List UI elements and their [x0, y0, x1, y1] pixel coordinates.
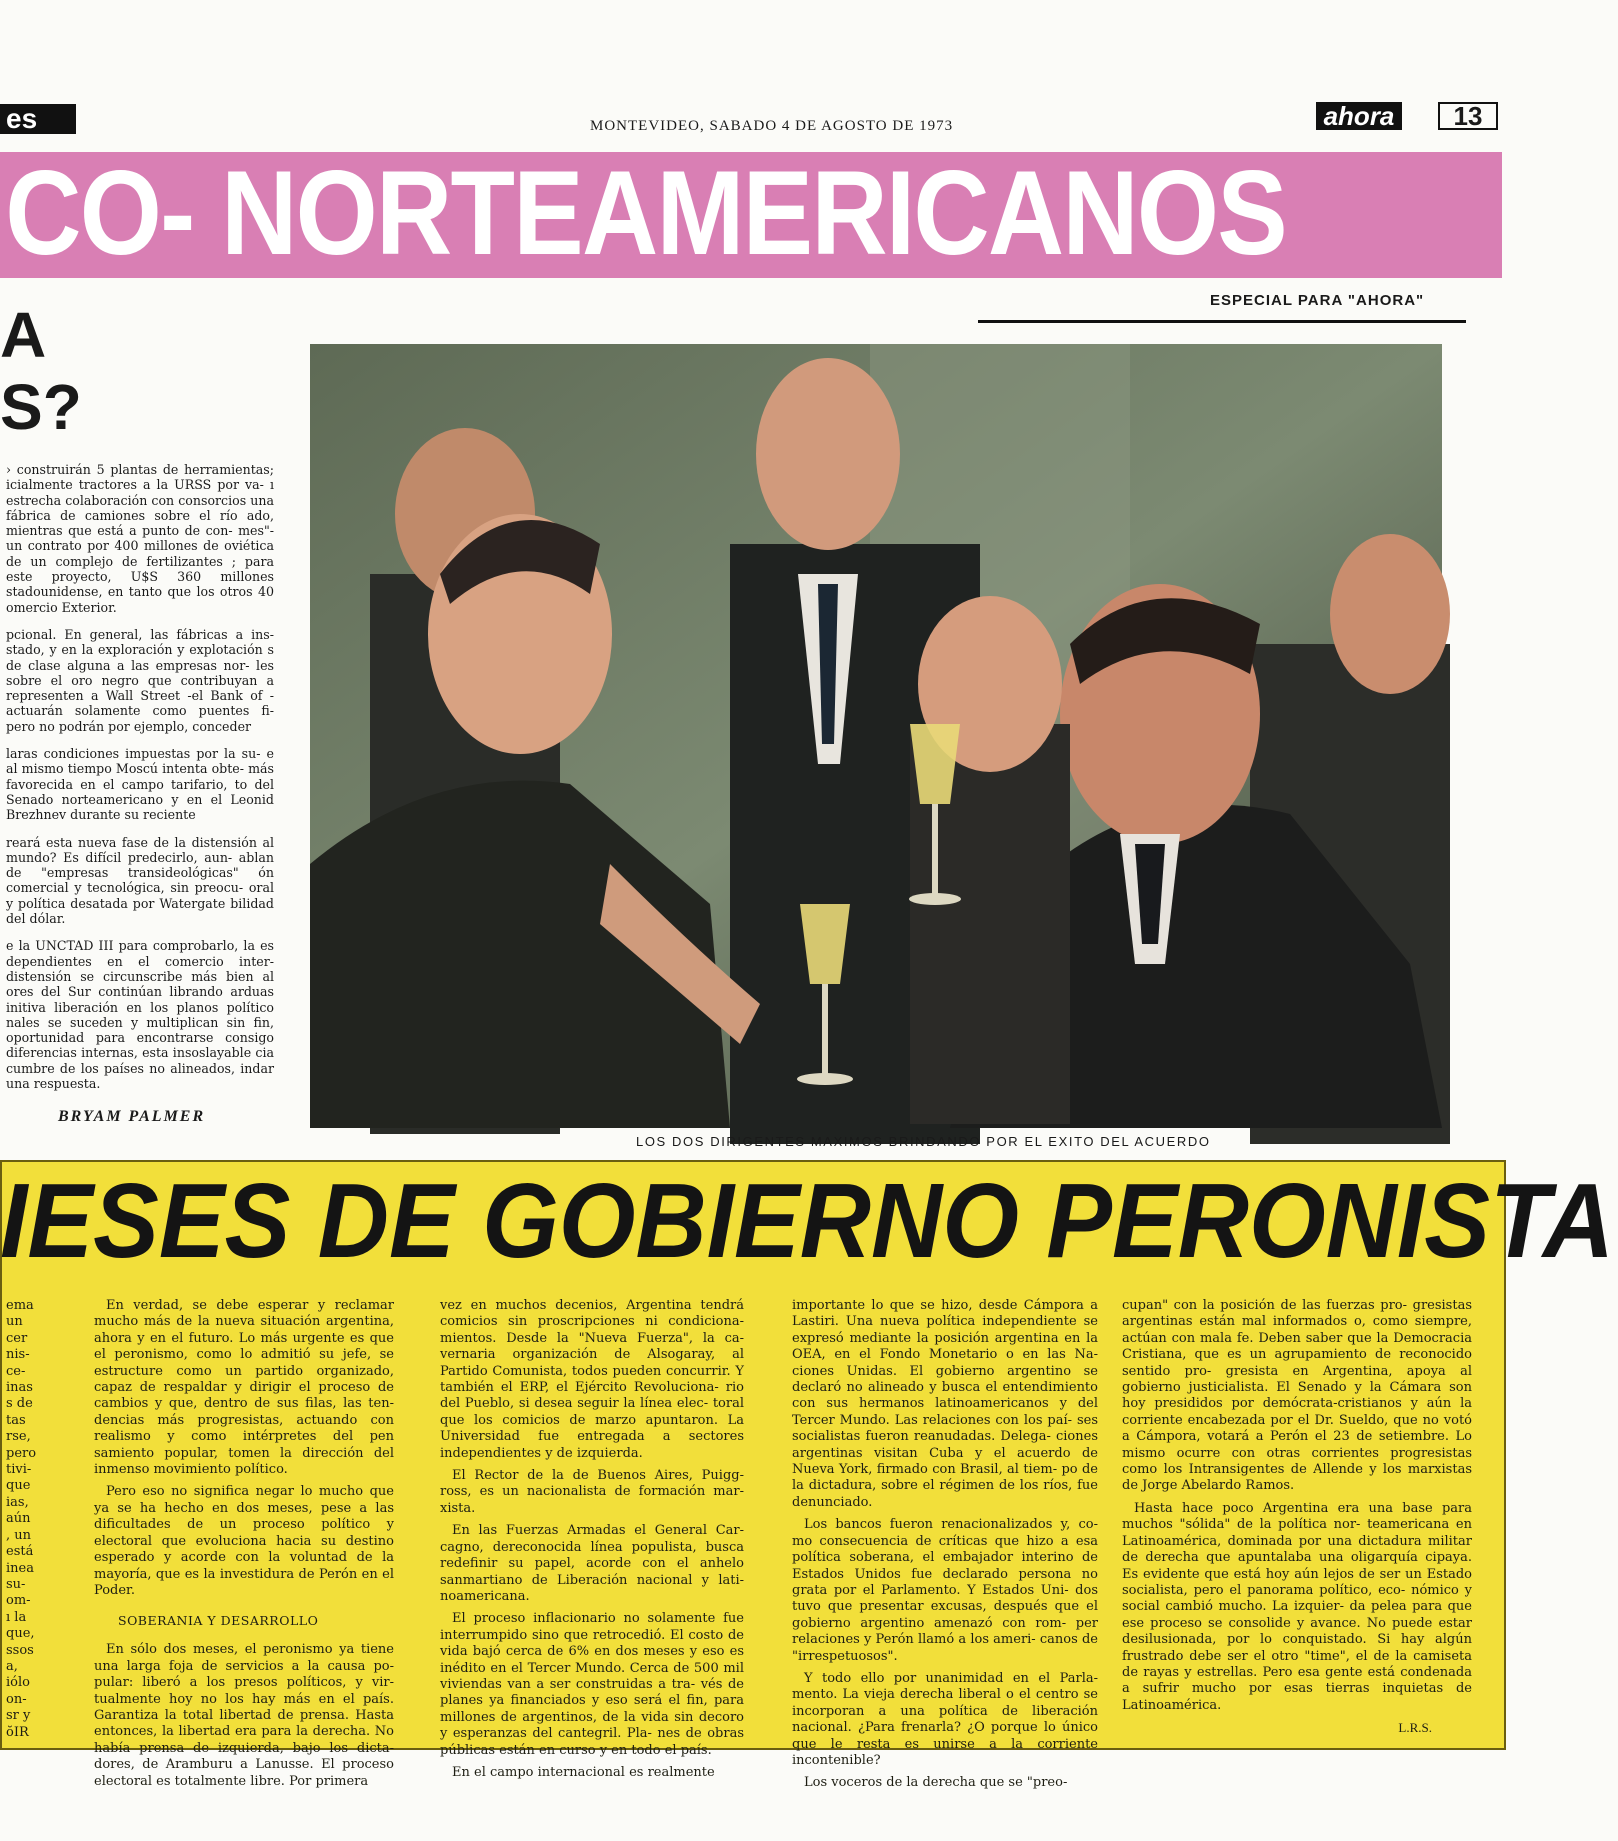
article-column-3 [792, 1298, 1098, 1798]
text-fragment: sr y [6, 1708, 31, 1724]
photo-caption: LOS DOS DIRIGENTES MAXIMOS BRINDANDO POR EL EXITO DEL ACUERDO [636, 1134, 1211, 1149]
text-fragment: ias, [6, 1494, 29, 1510]
paragraph: cupan" con la posición de las fuerzas pro- gresistas argentinas están mal informados o, como siempre, actúan con mala fe. Deben saber que la Democracia Cristiana, que es un agrupamiento de reconocido sentido pro- gresista en Argentina, apoya al gobierno justicialista. El Senado y la Cámara son hoy presididos por demócrata-cristianos y aún la corriente encabezada por el Dr. Sueldo, que no votó a Cámpora, votará a Perón el 23 de setiembre. Lo mismo ocurre con otras corrientes progresistas como los Intransigentes de Allende y los marxistas de Jorge Abelardo Ramos. [1122, 1298, 1472, 1494]
paragraph: e la UNCTAD III para comprobarlo, la es dependientes en el comercio inter- distensión se circunscribe más bien al ores del Sur continúan librando arduas initiva liberación en los planos político nales se suceden y multiplican sin fin, oportunidad para encontrarse consigo diferencias internas, esta insoslayable cia cumbre de los países no alineados, indar una respuesta. [6, 938, 274, 1091]
truncated-column [6, 1298, 46, 1741]
ahora-logo: ahora [1316, 102, 1402, 130]
text-fragment: ı la [6, 1609, 27, 1625]
left-article-body [6, 462, 274, 1103]
yellow-article-title: IESES DE GOBIERNO PERONISTA [0, 1162, 1615, 1280]
page-number: 13 [1438, 102, 1498, 130]
paragraph: En verdad, se debe esperar y reclamar mucho más de la nueva situación argentina, ahora y en el futuro. Lo más urgente es que el peronismo, como lo admitió su jefe, se estructure como un partido organizado, capaz de respaldar y dirigir el proceso de cambios y que, dentro de sus filas, las ten- dencias más progresistas, actuando con realismo y como intérpretes del pen samiento popular, tomen la dirección del inmenso movimiento político. [94, 1298, 394, 1478]
text-fragment: su- [6, 1576, 26, 1592]
paragraph: El Rector de la de Buenos Aires, Puigg- ross, es un nacionalista de formación mar- xista. [440, 1468, 744, 1516]
text-fragment: que, [6, 1626, 35, 1642]
text-fragment: inea [6, 1560, 34, 1576]
subheading: SOBERANIA Y DESARROLLO [118, 1613, 319, 1629]
paragraph: Y todo ello por unanimidad en el Parla- mento. La vieja derecha liberal o el centro se incorporan a una política de liberación nacional. ¿Para frenarla? ¿O porque lo único que le resta es unirse a la corriente incontenible? [792, 1670, 1098, 1768]
text-fragment: inas [6, 1380, 33, 1396]
left-headline-fragment: A [0, 299, 47, 371]
section-tab: es [0, 104, 76, 134]
special-credit: ESPECIAL PARA "AHORA" [1210, 292, 1425, 309]
text-fragment: ce- [6, 1363, 26, 1379]
paragraph: › construirán 5 plantas de herramientas; icialmente tractores a la URSS por va- ı estrecha colaboración con consorcios una fábrica de camiones sobre el río ado, mientras que está a punto de con- mes"- un contrato por 400 millones de oviética de un complejo de fertilizantes ; para este proyecto, U$S 360 millones stadounidense, en tanto que los otros 40 omercio Exterior. [6, 462, 274, 615]
press-photo [310, 344, 1442, 1128]
text-fragment: on- [6, 1691, 27, 1707]
banner-title: CO- NORTEAMERICANOS [5, 146, 1286, 280]
paragraph: reará esta nueva fase de la distensión al mundo? Es difícil predecirlo, aun- ablan de "empresas transideológicas" ón comercial y tecnológica, sin preocu- oral y política desatada por Watergate bilidad del dólar. [6, 834, 274, 927]
text-fragment: aún [6, 1511, 31, 1527]
article-column-4 [1122, 1298, 1472, 1743]
text-fragment: ssos [6, 1642, 34, 1658]
dateline: MONTEVIDEO, SABADO 4 DE AGOSTO DE 1973 [590, 118, 954, 134]
byline: BRYAM PALMER [58, 1108, 206, 1125]
text-fragment: un [6, 1314, 23, 1330]
text-fragment: ŏIR [6, 1724, 29, 1740]
text-fragment: rse, [6, 1429, 31, 1445]
text-fragment: que [6, 1478, 31, 1494]
text-fragment: om- [6, 1593, 31, 1609]
paragraph: Los bancos fueron renacionalizados y, co- mo consecuencia de críticas que hizo a esa política soberana, el embajador interino de Estados Unidos fue declarado persona no grata por el Parlamento. Y Estados Uni- dos tuvo que presentar excusas, después que el gobierno argentino amenazó con rom- per relaciones y Perón llamó a los ameri- canos de "irrespetuosos". [792, 1517, 1098, 1664]
paragraph: laras condiciones impuestas por la su- e al mismo tiempo Moscú intenta obte- más favorecida en el campo tarifario, to del Senado norteamericano y en el Leonid Brezhnev durante su reciente [6, 746, 274, 823]
paragraph: vez en muchos decenios, Argentina tendrá comicios sin proscripciones ni condiciona- mientos. Desde la "Nueva Fuerza", la ca- vernaria organización de Alsogaray, al Partido Comunista, todos pueden concurrir. Y también el ERP, el Ejército Revoluciona- rio del Pueblo, si desea seguir la línea elec- toral que los comicios de marzo apuntaron. La Universidad fue entregada a sectores independientes y de izquierda. [440, 1298, 744, 1461]
paragraph: Los voceros de la derecha que se "preo- [804, 1775, 1068, 1791]
text-fragment: nis- [6, 1347, 30, 1363]
text-fragment: pero [6, 1445, 37, 1461]
text-fragment: iólo [6, 1675, 30, 1691]
paragraph: Hasta hace poco Argentina era una base para muchos "sólida" de la política nor- teamericana en Latinoamérica, dominada por una dictadura militar de derecha que apuntalaba una oligarquía cipaya. Es evidente que está hoy aún lejos de ser un Estado socialista, pero el panorama político, eco- nómico y social cambió mucho. La izquier- da pelea para que ese proceso se consolide y avance. No puede estar desilusionada, por lo conquistado. Si hay algún frustrado debe ser el otro "time", el de la camiseta de rayas y estrellas. Pero esa gente está condenada a sufrir mucho por esas tierras inquietas de Latinoamérica. [1122, 1500, 1472, 1713]
paragraph: importante lo que se hizo, desde Cámpora a Lastiri. Una nueva política independiente se expresó mediante la posición argentina en la OEA, en el Fondo Monetario o en las Na- ciones Unidas. El gobierno argentino se declaró no alineado y busca el entendimiento con sus hermanos latinoamericanos y del Tercer Mundo. Las relaciones con los paí- ses socialistas fueron reanudadas. Delega- ciones argentinas visitan Cuba y el acuerdo de Nueva York, firmado con Brasil, al tiem- po de la dictadura, sobre el régimen de los ríos, fue denunciado. [792, 1298, 1098, 1510]
paragraph: En sólo dos meses, el peronismo ya tiene una larga foja de servicios a la causa po- pular: liberó a los presos políticos, y vir- tualmente hoy no los hay más en el país. Garantiza la total libertad de prensa. Hasta entonces, la libertad era para la derecha. No había prensa de izquierda, bajo los dicta- dores, de Aramburu a Lanusse. El proceso electoral es totalmente libre. Por primera [94, 1642, 394, 1789]
text-fragment: , un [6, 1527, 32, 1543]
text-fragment: s de [6, 1396, 33, 1412]
text-fragment: está [6, 1544, 34, 1560]
text-fragment: cer [6, 1330, 28, 1346]
paragraph: En el campo internacional es realmente [452, 1764, 715, 1780]
author-signature: L.R.S. [1398, 1720, 1432, 1736]
paragraph: En las Fuerzas Armadas el General Car- cagno, dereconocida línea populista, busca redefinir su papel, acorde con el anhelo sanmartiano de Liberación nacional y lati- noamericana. [440, 1523, 744, 1604]
text-fragment: ema [6, 1298, 34, 1313]
paragraph: El proceso inflacionario no solamente fue interrumpido sino que retrocedió. El costo de vida bajó cerca de 6% en dos meses y eso es inédito en el Tercer Mundo. Cerca de 500 mil viviendas van a ser construidas a tra- vés de planes ya financiados y eso será el fin, para millones de argentinos, de la vida sin decoro y esperanzas del cantegril. Pla- nes de obras públicas están en curso y en todo el país. [440, 1611, 744, 1758]
left-headline-fragment: S? [0, 371, 82, 443]
text-fragment: tas [6, 1412, 26, 1428]
paragraph: pcional. En general, las fábricas a ins- stado, y en la exploración y explotación s de clase alguna a las empresas nor- les sobre el oro negro que contribuyan a representen a Wall Street -el Bank of - actuarán solamente como puentes fi- pero no podrán por ejemplo, conceder [6, 626, 274, 734]
paragraph: Pero eso no significa negar lo mucho que ya se ha hecho en dos meses, pese a las dificultades de un proceso político y electoral que evoluciona hacia su destino esperado y acorde con la voluntad de la mayoría, que es la investidura de Perón en el Poder. [94, 1484, 394, 1598]
article-column-2 [440, 1298, 744, 1787]
photo-illustration [310, 344, 1442, 1128]
text-fragment: a, [6, 1658, 18, 1674]
rule-line [978, 320, 1466, 323]
text-fragment: tivi- [6, 1462, 32, 1478]
article-column-1 [94, 1298, 394, 1796]
